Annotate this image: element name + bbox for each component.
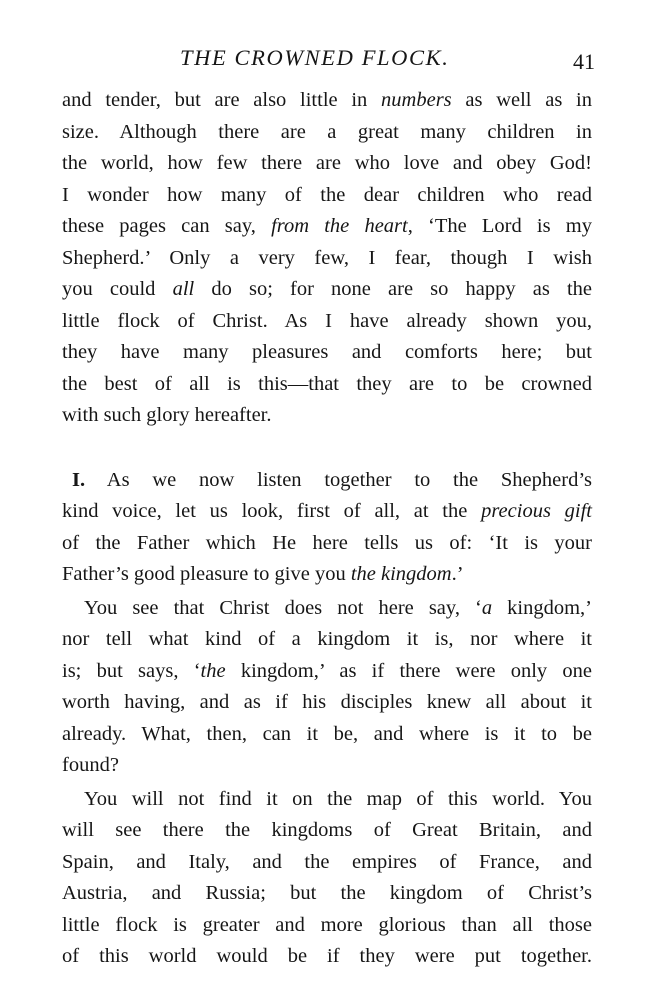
text-line: Spain, and Italy, and the empires of France, and [62,850,592,873]
text-line: found? [62,754,119,776]
paragraph [62,784,592,973]
emphasis: precious gift [481,500,592,522]
text-line: You will not find it on the map of this world. You [84,787,592,810]
text-line: with such glory hereafter. [62,404,272,426]
text-line: size. Although there are a great many children in [62,120,592,143]
text-line: and tender, but are also little in numbers as well as in [62,89,592,111]
section-numeral: I. [72,468,86,491]
text-line: these pages can say, from the heart, ‘The Lord is my [62,215,592,237]
body-text [62,85,592,973]
text-line: I wonder how many of the dear children who read [62,183,592,206]
text-line: nor tell what kind of a kingdom it is, nor where it [62,628,592,650]
text-line: Shepherd.’ Only a very few, I fear, though I wish [62,246,592,269]
text-line: of the Father which He here tells us of: ‘It is your [62,531,592,554]
text-line: worth having, and as if his disciples knew all about it [62,691,592,713]
emphasis: the [200,659,226,682]
emphasis: the kingdom [350,563,452,585]
text-line: You see that Christ does not here say, ‘a kingdom,’ [84,596,593,619]
paragraph [62,593,592,782]
text-line: little flock of Christ. As I have already shown you, [62,309,592,332]
text-line: I. As we now listen together to the Shepherd’s [72,468,592,491]
page-header [62,45,595,77]
text-line: is; but says, ‘the kingdom,’ as if there were only one [62,659,592,682]
text-line: the best of all is this—that they are to be crowned [62,372,592,395]
emphasis: numbers [381,89,452,111]
text-line: already. What, then, can it be, and where is it to be [62,722,592,745]
text-line: Austria, and Russia; but the kingdom of Christ’s [62,882,592,904]
text-line: will see there the kingdoms of Great Britain, and [62,819,592,841]
text-line: little flock is greater and more glorious than all those [62,913,592,936]
text-line: Father’s good pleasure to give you the kingdom.’ [62,563,464,585]
text-line: you could all do so; for none are so happy as the [62,278,593,300]
text-line: of this world would be if they were put together. [62,945,592,967]
running-title: THE CROWNED FLOCK. [180,45,450,70]
text-line: the world, how few there are who love and obey God! [62,152,592,174]
section-gap [62,432,592,465]
paragraph [62,85,592,432]
emphasis: all [172,278,195,300]
text-line: kind voice, let us look, first of all, at the precious gift [62,500,592,522]
emphasis: from the heart [271,215,408,237]
text-line: they have many pleasures and comforts here; but [62,341,592,363]
page-number: 41 [573,49,595,74]
paragraph [62,465,592,591]
emphasis: a [481,596,493,619]
